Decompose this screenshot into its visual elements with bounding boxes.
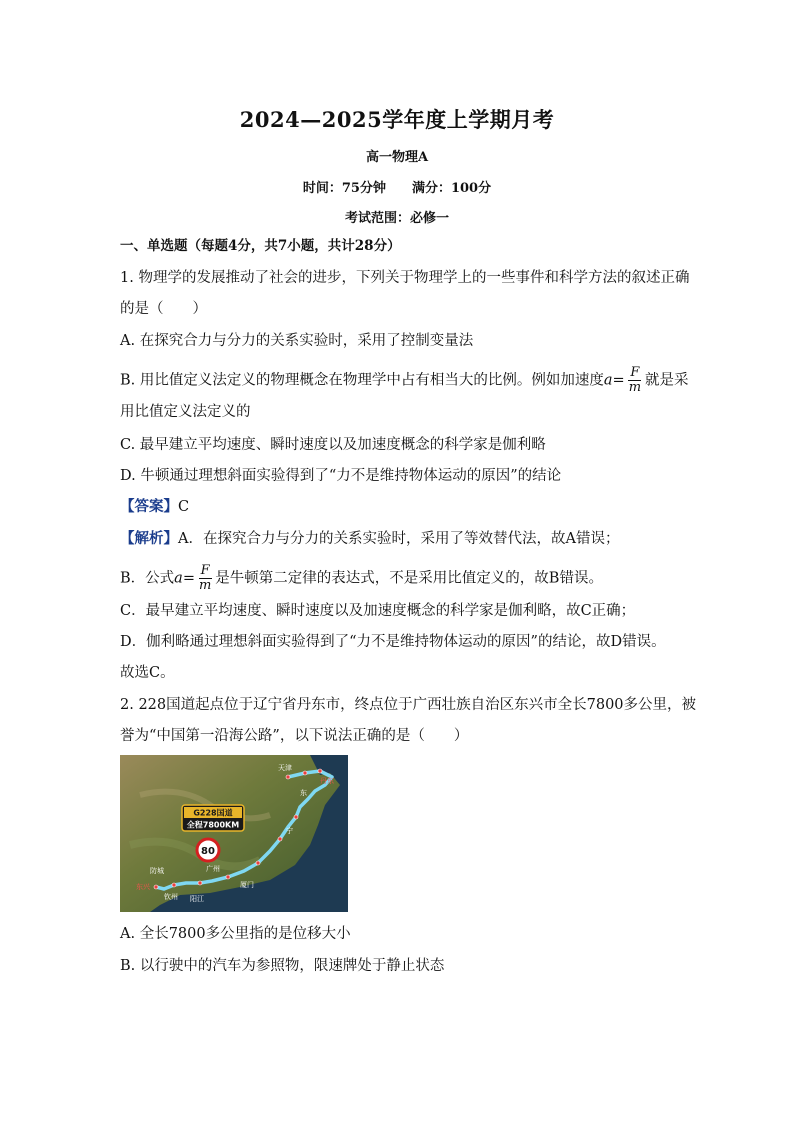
q1-option-d: D. 牛顿通过理想斜面实验得到了“力不是维持物体运动的原因”的结论 — [120, 468, 562, 484]
fraction-denominator: m — [628, 380, 642, 395]
q1-conclusion: 故选C。 — [120, 665, 175, 681]
analysis-label: 【解析】 — [120, 530, 178, 547]
q1-option-b-text: B. 用比值定义法定义的物理概念在物理学中占有相当大的比例。例如加速度 — [120, 372, 604, 389]
speed-limit-sign — [197, 839, 219, 861]
badge-length: 全程7800KM — [186, 820, 240, 830]
map-label-xiamen: 厦门 — [240, 881, 254, 889]
badge-title: G228国道 — [193, 808, 233, 818]
q1-option-c: C. 最早建立平均速度、瞬时速度以及加速度概念的科学家是伽利略 — [120, 437, 546, 453]
analysis-formula-fraction — [197, 564, 213, 593]
analysis-fraction-denominator: m — [198, 578, 212, 593]
exam-title: 2024—2025学年度上学期月考 — [239, 107, 555, 132]
exam-scope: 考试范围：必修一 — [344, 211, 449, 226]
speed-limit-value: 80 — [201, 846, 215, 857]
route-map-svg — [120, 755, 348, 912]
analysis-b-post: 是牛顿第二定律的表达式，不是采用比值定义的，故B错误。 — [215, 570, 603, 587]
g228-badge — [182, 805, 244, 831]
q1-answer — [120, 497, 680, 517]
q1-stem-line1: 1. 物理学的发展推动了社会的进步，下列关于物理学上的一些事件和科学方法的叙述正确 — [120, 270, 690, 286]
q1-analysis-b — [120, 564, 680, 593]
map-label-dongxing: 东兴 — [136, 883, 150, 891]
section-heading: 一、单选题（每题4分，共7小题，共计28分） — [120, 238, 401, 254]
analysis-b-pre: B．公式 — [120, 570, 175, 587]
map-label-qinzhou: 钦州 — [164, 893, 178, 901]
analysis-equals-sign: = — [182, 570, 195, 587]
q2-option-a: A. 全长7800多公里指的是位移大小 — [120, 926, 351, 942]
q2-option-b: B. 以行驶中的汽车为参照物，限速牌处于静止状态 — [120, 958, 445, 974]
map-label-ning: 宁 — [286, 827, 293, 835]
map-label-guangzhou: 广州 — [206, 865, 220, 873]
analysis-a-text: A．在探究合力与分力的关系实验时，采用了等效替代法，故A错误； — [178, 531, 620, 547]
answer-label: 【答案】 — [120, 498, 178, 515]
map-label-fangcheng: 防城 — [150, 867, 164, 875]
q1-analysis-c: C．最早建立平均速度、瞬时速度以及加速度概念的科学家是伽利略，故C正确； — [120, 603, 636, 619]
accel-symbol: a — [603, 372, 613, 389]
exam-subject: 高一物理A — [365, 150, 429, 165]
q2-stem-line2: 誉为“中国第一沿海公路”，以下说法正确的是（ ） — [120, 728, 469, 744]
equals-sign: = — [612, 372, 625, 389]
exam-time-score: 时间：75分钟 满分：100分 — [302, 181, 492, 196]
q1-option-b-tail: 就是采 — [645, 372, 689, 389]
map-label-dong: 东 — [300, 789, 307, 797]
fraction-numerator: F — [630, 365, 640, 380]
q1-analysis-a — [120, 529, 680, 549]
q1-analysis-d: D．伽利略通过理想斜面实验得到了“力不是维持物体运动的原因”的结论，故D错误。 — [120, 634, 666, 650]
analysis-fraction-numerator: F — [200, 563, 210, 578]
answer-value: C — [178, 499, 190, 515]
q1-option-a: A. 在探究合力与分力的关系实验时，采用了控制变量法 — [120, 333, 474, 349]
q2-stem-line1: 2. 228国道起点位于辽宁省丹东市，终点位于广西壮族自治区东兴市全长7800多公里，被 — [120, 697, 697, 713]
map-label-yangjiang: 阳江 — [190, 895, 204, 903]
q1-option-b-line2: 用比值定义法定义的 — [120, 404, 251, 420]
analysis-accel-symbol: a — [174, 570, 183, 587]
route-map-image — [120, 755, 348, 912]
formula-fraction — [627, 366, 643, 395]
q1-option-b — [120, 365, 689, 395]
q1-stem-line2: 的是（ ） — [120, 301, 207, 317]
map-label-dandong: 丹东 — [320, 777, 334, 785]
map-label-tianjin: 天津 — [278, 764, 292, 772]
